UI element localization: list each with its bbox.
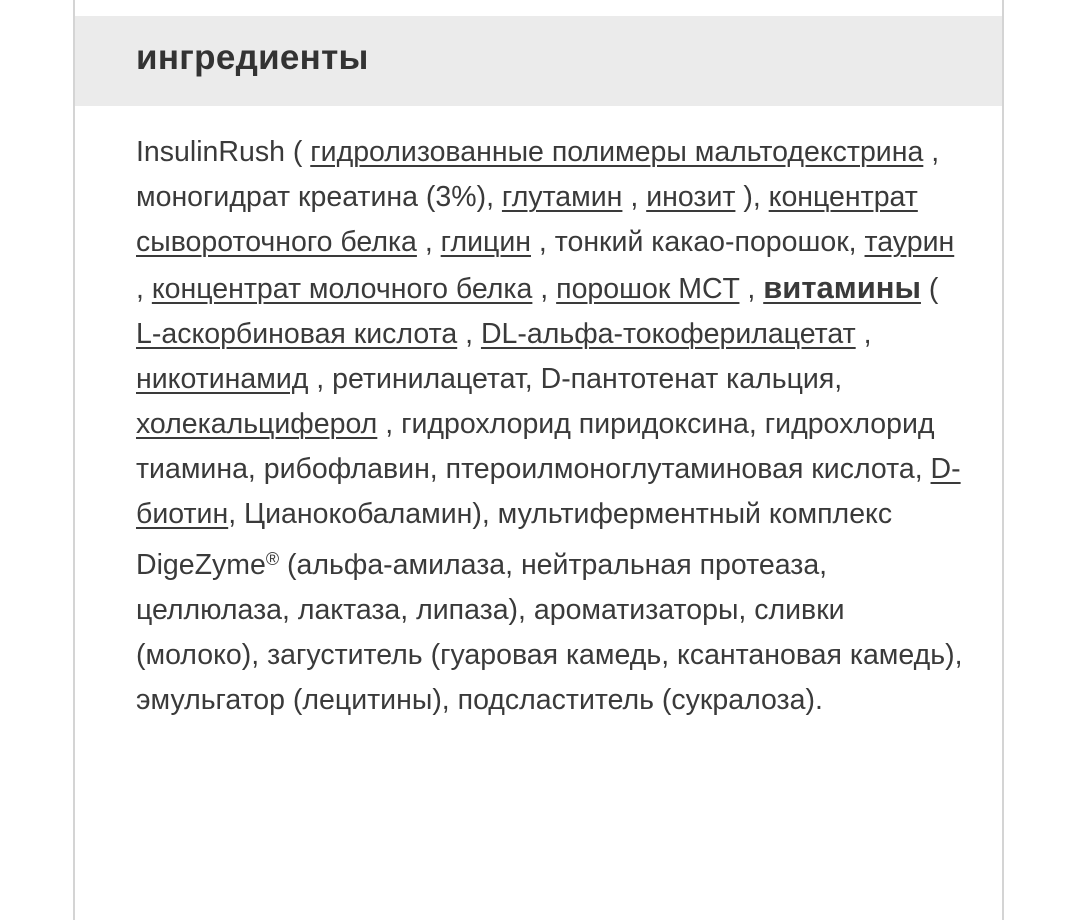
ingredients-text-segment: , тонкий какао-порошок, bbox=[530, 226, 865, 258]
link-glycine[interactable]: глицин bbox=[440, 226, 531, 258]
link-cholecalciferol[interactable]: холекальциферол bbox=[136, 408, 378, 440]
ingredients-card bbox=[73, 0, 1004, 920]
ingredients-text-segment: ( bbox=[920, 273, 939, 305]
ingredients-text-segment: , ретинилацетат, D-пантотенат кальция, bbox=[308, 363, 843, 395]
link-glutamine[interactable]: глутамин bbox=[501, 181, 623, 213]
ingredients-text-segment: InsulinRush ( bbox=[136, 136, 311, 168]
ingredients-text-segment: , bbox=[136, 273, 152, 305]
link-taurine[interactable]: таурин bbox=[864, 226, 955, 258]
ingredients-text-segment: , гидрохлорид пиридоксина, гидрохлорид тиамина, рибофлавин, птероилмоноглутаминовая кислота, bbox=[136, 408, 935, 485]
registered-mark: ® bbox=[265, 549, 280, 569]
link-vitamins[interactable]: витамины bbox=[763, 270, 921, 305]
ingredients-text-segment: (альфа-амилаза, нейтральная протеаза, целлюлаза, лактаза, липаза), ароматизаторы, сливки (молоко), загуститель (гуаровая камедь, ксантановая камедь), эмульгатор (лецитины), подсластитель (сукралоза). bbox=[136, 549, 963, 716]
ingredients-text-segment: , bbox=[457, 318, 481, 350]
section-header bbox=[75, 16, 1002, 106]
ingredients-text-segment: , bbox=[855, 318, 872, 350]
ingredients-text-segment: , Цианокобаламин), мультиферментный комплекс DigeZyme bbox=[136, 498, 893, 581]
section-title: ингредиенты bbox=[136, 38, 369, 77]
link-whey-protein-concentrate[interactable]: концентрат сывороточного белка bbox=[136, 181, 918, 258]
ingredients-text-segment: , моногидрат креатина (3%), bbox=[136, 136, 940, 213]
ingredients-text-segment: ), bbox=[735, 181, 769, 213]
ingredients-text bbox=[136, 130, 966, 723]
ingredients-text-segment: , bbox=[622, 181, 647, 213]
ingredients-text-segment: , bbox=[739, 273, 764, 305]
link-mct-powder[interactable]: порошок MCT bbox=[556, 273, 740, 305]
link-maltodextrin[interactable]: гидролизованные полимеры мальтодекстрина bbox=[310, 136, 924, 168]
link-nicotinamide[interactable]: никотинамид bbox=[136, 363, 309, 395]
link-tocopheryl-acetate[interactable]: DL-альфа-токоферилацетат bbox=[480, 318, 856, 350]
link-inositol[interactable]: инозит bbox=[646, 181, 736, 213]
link-ascorbic-acid[interactable]: L-аскорбиновая кислота bbox=[136, 318, 458, 350]
link-d-biotin[interactable]: D-биотин bbox=[136, 453, 961, 530]
ingredients-text-segment: , bbox=[532, 273, 557, 305]
link-milk-protein-concentrate[interactable]: концентрат молочного белка bbox=[151, 273, 533, 305]
ingredients-text-segment: , bbox=[416, 226, 441, 258]
